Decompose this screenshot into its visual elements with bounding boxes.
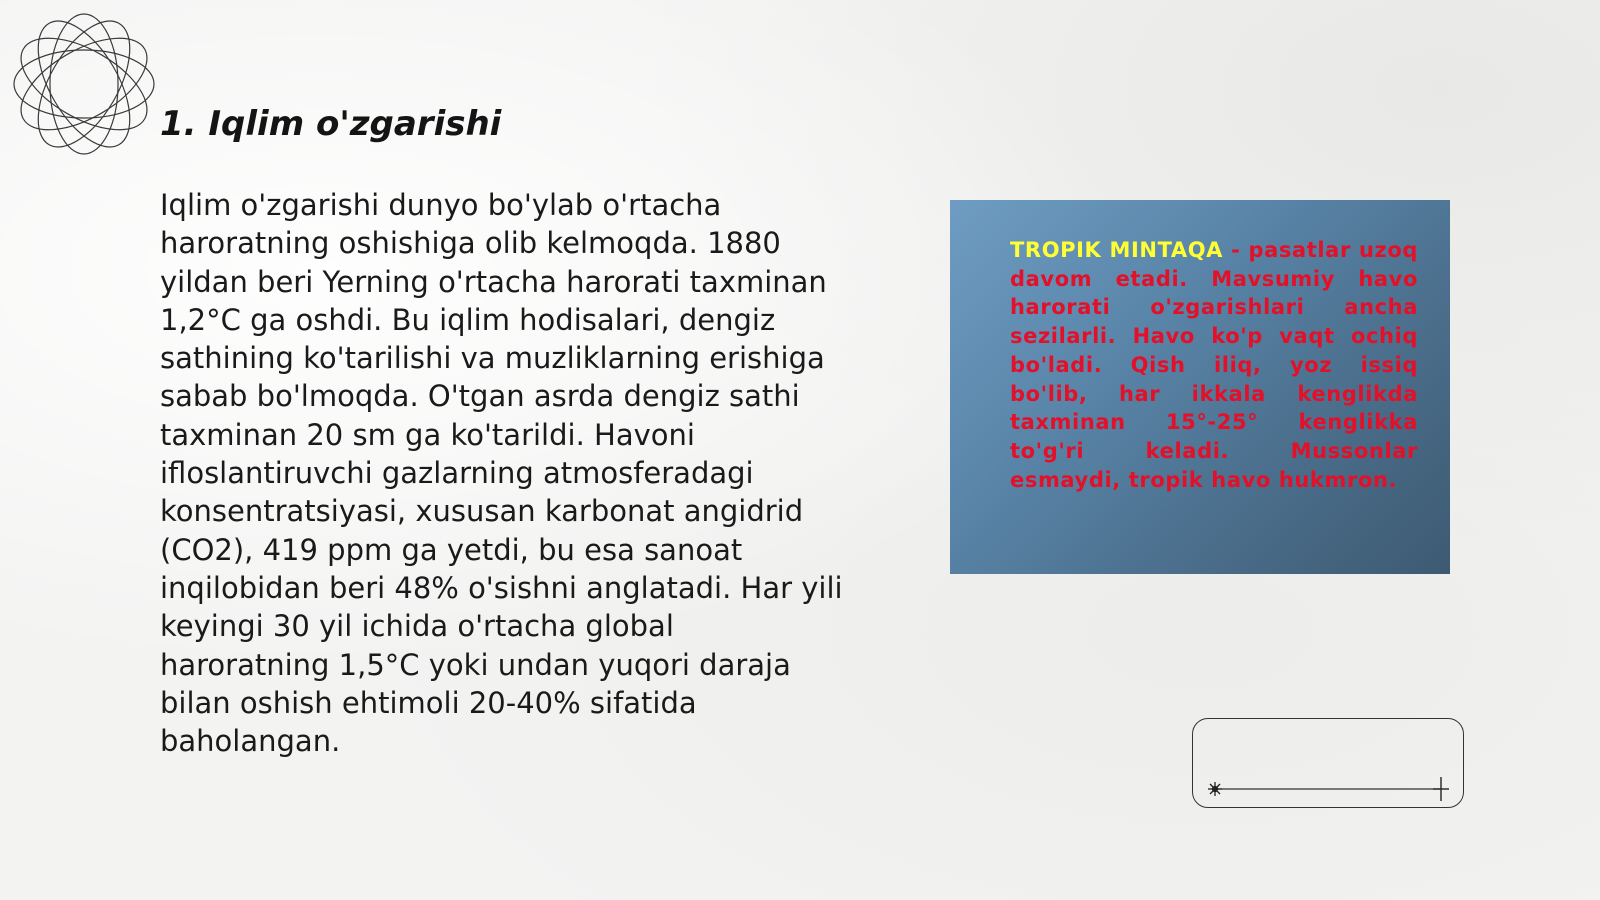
sun-burst-icon [1208, 782, 1222, 796]
slide-body-text: Iqlim o'zgarishi dunyo bo'ylab o'rtacha haroratning oshishiga olib kelmoqda. 1880 yildan beri Yerning o'rtacha harorati taxminan 1,2°C ga oshdi. Bu iqlim hodisalari, dengiz sathining ko'tarilishi va muzliklarning erishiga sabab bo'lmoqda. O'tgan asrda dengiz sathi taxminan 20 sm ga ko'tarildi. Havoni ifloslantiruvchi gazlarning atmosferadagi konsentratsiyasi, xususan karbonat angidrid (CO2), 419 ppm ga yetdi, bu esa sanoat inqilobidan beri 48% o'sishni anglatadi. Har yili keyingi 30 yil ichida o'rtacha global haroratning 1,5°C yoki undan yuqori daraja bilan oshish ehtimoli 20-40% sifatida baholangan. [160, 188, 843, 759]
tropical-zone-image [950, 200, 1450, 574]
image-body-text: - pasatlar uzoq davom etadi. Mavsumiy havo harorati o'zgarishlari ancha sezilarli. Havo ko'p vaqt ochiq bo'ladi. Qish iliq, yoz issiq bo'lib, har ikkala kenglikda taxminan 15°-25° kenglikka to'g'ri keladi. Mussonlar esmaydi, tropik havo hukmron. [1010, 238, 1418, 492]
timeline-decoration [1192, 718, 1464, 808]
sparkle-star-icon [1433, 777, 1449, 801]
image-highlight-text: TROPIK MINTAQA [1010, 238, 1224, 262]
circle-ornament-icon [10, 10, 158, 158]
slide-title: 1. Iqlim o'zgarishi [160, 104, 502, 144]
